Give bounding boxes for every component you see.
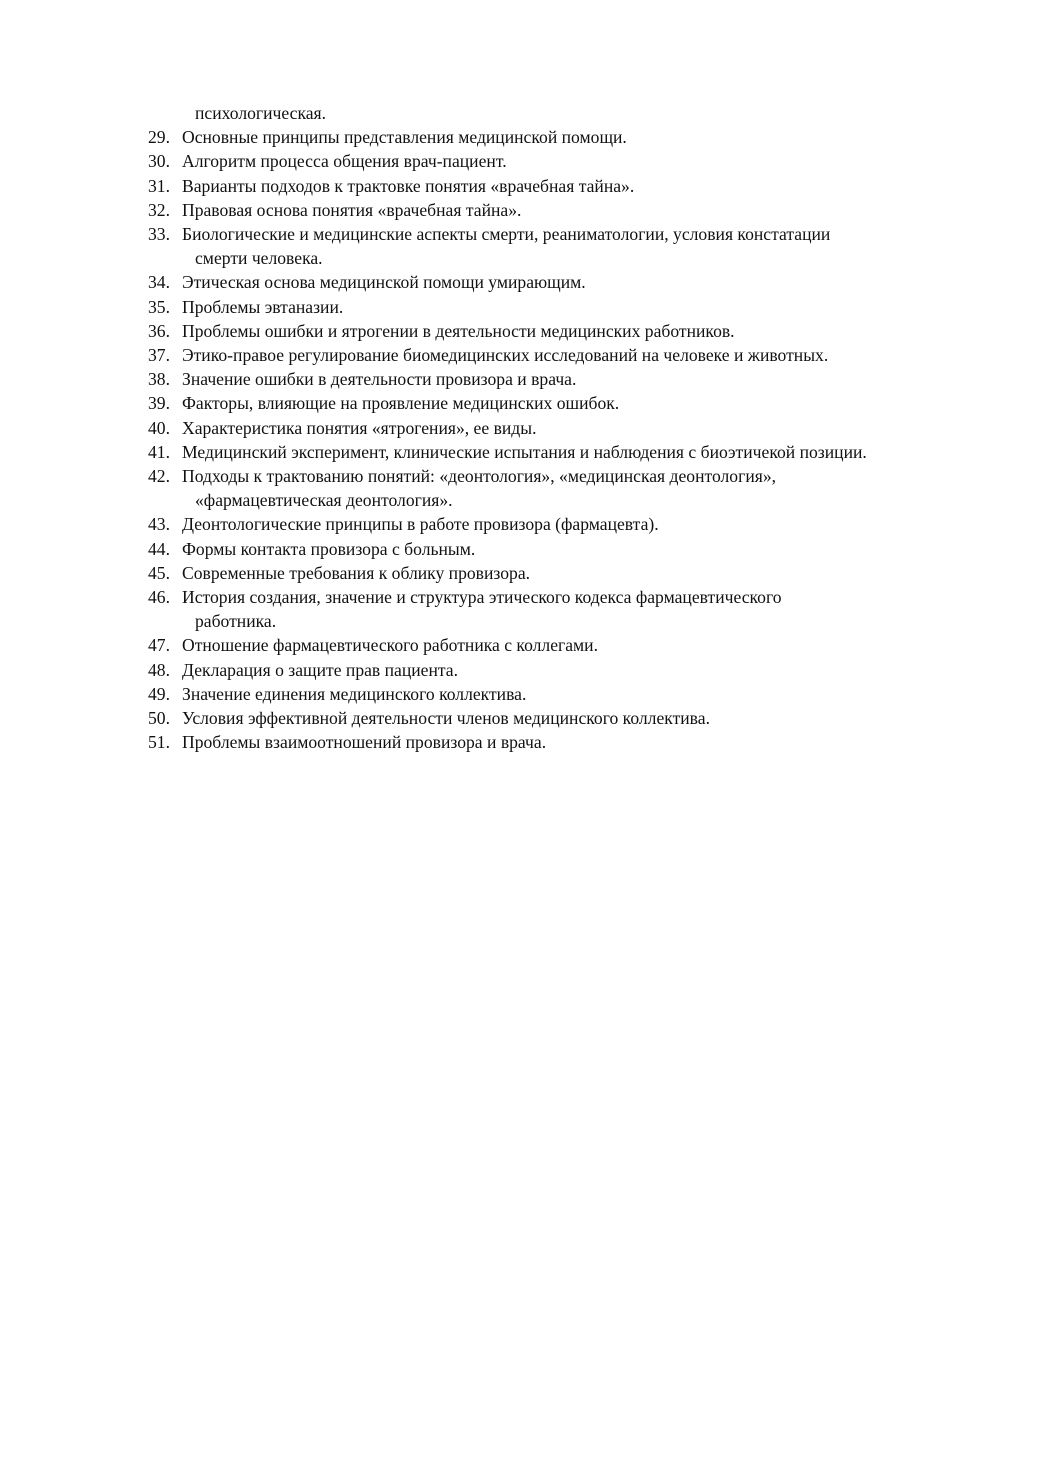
- item-text: Проблемы эвтаназии.: [182, 296, 344, 317]
- list-item: [148, 367, 978, 391]
- item-number: 44.: [148, 538, 170, 559]
- item-text: Современные требования к облику провизора.: [182, 562, 531, 583]
- item-text: Формы контакта провизора с больным.: [182, 538, 476, 559]
- list-item: [148, 270, 978, 294]
- list-item: [148, 343, 978, 367]
- item-text: Отношение фармацевтического работника с коллегами.: [182, 635, 598, 656]
- list-item: [148, 416, 978, 440]
- item-number: 32.: [148, 199, 170, 220]
- continuation-line: психологическая.: [195, 103, 327, 123]
- list-item: [148, 222, 978, 246]
- list-item: [148, 512, 978, 536]
- list-item: [148, 174, 978, 198]
- item-number: 46.: [148, 587, 170, 608]
- item-text: Медицинский эксперимент, клинические испытания и наблюдения с биоэтичекой позиции.: [182, 441, 867, 462]
- item-number: 40.: [148, 417, 170, 438]
- item-number: 38.: [148, 369, 170, 390]
- item-text: Факторы, влияющие на проявление медицинских ошибок.: [182, 393, 620, 414]
- list-item: [148, 561, 978, 585]
- list-item: [148, 682, 978, 706]
- item-text: История создания, значение и структура этического кодекса фармацевтического: [182, 587, 782, 608]
- item-text: Значение ошибки в деятельности провизора и врача.: [182, 369, 577, 390]
- list-item: [148, 464, 978, 488]
- list-item: [148, 585, 978, 609]
- item-number: 42.: [148, 466, 170, 487]
- item-number: 30.: [148, 151, 170, 172]
- item-text: Значение единения медицинского коллектива.: [182, 683, 527, 704]
- item-text: Этико-правое регулирование биомедицинских исследований на человеке и животных.: [182, 345, 829, 366]
- item-text: Характеристика понятия «ятрогения», ее виды.: [182, 417, 537, 438]
- list-item: [148, 391, 978, 415]
- item-text: Биологические и медицинские аспекты смерти, реаниматологии, условия констатации: [182, 224, 831, 245]
- list-item: [148, 319, 978, 343]
- item-number: 50.: [148, 708, 170, 729]
- list-item: [148, 295, 978, 319]
- item-continuation: смерти человека.: [195, 248, 323, 269]
- item-text: Подходы к трактованию понятий: «деонтология», «медицинская деонтология»,: [182, 466, 777, 487]
- list-item: [148, 633, 978, 657]
- item-text: Варианты подходов к трактовке понятия «врачебная тайна».: [182, 175, 635, 196]
- item-text: Проблемы взаимоотношений провизора и врача.: [182, 732, 547, 753]
- list-item: [148, 537, 978, 561]
- item-number: 47.: [148, 635, 170, 656]
- list-item: [148, 706, 978, 730]
- item-number: 35.: [148, 296, 170, 317]
- item-number: 48.: [148, 659, 170, 680]
- item-text: Этическая основа медицинской помощи умирающим.: [182, 272, 586, 293]
- item-number: 34.: [148, 272, 170, 293]
- list-item: [148, 730, 978, 754]
- item-continuation: «фармацевтическая деонтология».: [195, 490, 453, 511]
- item-text: Декларация о защите прав пациента.: [182, 659, 459, 680]
- item-number: 45.: [148, 562, 170, 583]
- item-continuation: работника.: [195, 611, 277, 632]
- item-text: Правовая основа понятия «врачебная тайна».: [182, 199, 522, 220]
- item-number: 39.: [148, 393, 170, 414]
- item-number: 37.: [148, 345, 170, 366]
- item-number: 43.: [148, 514, 170, 535]
- item-number: 49.: [148, 683, 170, 704]
- question-list: [148, 101, 978, 754]
- item-number: 51.: [148, 732, 170, 753]
- item-text: Алгоритм процесса общения врач-пациент.: [182, 151, 507, 172]
- list-item: [148, 440, 978, 464]
- list-item: [148, 149, 978, 173]
- list-item: [148, 125, 978, 149]
- item-text: Условия эффективной деятельности членов медицинского коллектива.: [182, 708, 710, 729]
- item-number: 29.: [148, 127, 170, 148]
- list-item: [148, 658, 978, 682]
- item-number: 41.: [148, 441, 170, 462]
- item-number: 31.: [148, 175, 170, 196]
- item-number: 33.: [148, 224, 170, 245]
- item-text: Проблемы ошибки и ятрогении в деятельности медицинских работников.: [182, 320, 735, 341]
- item-text: Деонтологические принципы в работе провизора (фармацевта).: [182, 514, 659, 535]
- list-item: [148, 198, 978, 222]
- item-text: Основные принципы представления медицинской помощи.: [182, 127, 627, 148]
- item-number: 36.: [148, 320, 170, 341]
